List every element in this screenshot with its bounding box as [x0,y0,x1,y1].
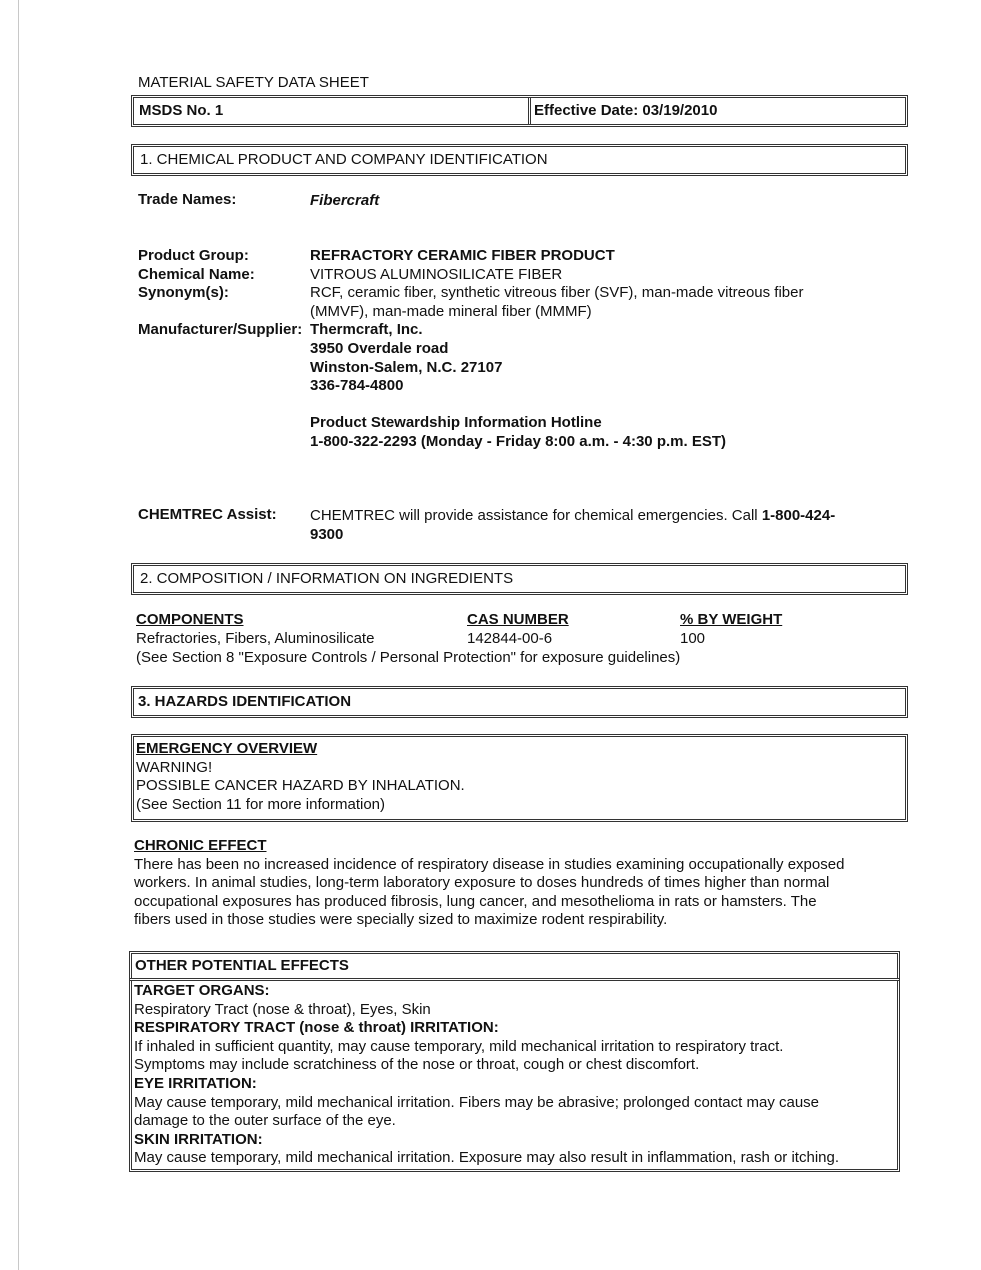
product-group-label: Product Group: [138,247,249,264]
weight-header: % BY WEIGHT [680,611,783,628]
components-header: COMPONENTS [136,611,244,628]
manufacturer-label: Manufacturer/Supplier: [138,321,303,339]
section2-heading-box [131,563,908,595]
other-effects-content [134,982,839,1168]
emergency-overview-title: EMERGENCY OVERVIEW [136,740,318,757]
header-divider [528,98,531,124]
synonyms-line1: RCF, ceramic fiber, synthetic vitreous fiber (SVF), man-made vitreous fiber [310,284,804,302]
chronic-effect-line2: workers. In animal studies, long-term laboratory exposure to doses hundreds of times higher than normal [134,874,830,892]
emergency-overview-box [131,734,908,822]
component-value: Refractories, Fibers, Aluminosilicate [136,630,375,647]
trade-names-label: Trade Names: [138,191,237,208]
section2-title: 2. COMPOSITION / INFORMATION ON INGREDIENTS [140,570,514,587]
eye-irritation-line1: May cause temporary, mild mechanical irritation. Fibers may be abrasive; prolonged contact may cause [134,1093,820,1111]
hotline-title: Product Stewardship Information Hotline [310,414,602,432]
chemtrec-text-block [310,507,835,544]
synonyms-line2: (MMVF), man-made mineral fiber (MMMF) [310,302,592,320]
skin-irritation-title: SKIN IRRITATION: [134,1130,263,1148]
effective-date: Effective Date: 03/19/2010 [534,102,718,119]
product-group-value: REFRACTORY CERAMIC FIBER PRODUCT [310,247,615,264]
chronic-effect-line3: occupational exposures has produced fibrosis, lung cancer, and mesothelioma in rats or hamsters. The [134,892,817,910]
chemtrec-phone-part2: 9300 [310,525,344,543]
header-box [131,95,908,127]
identification-labels [138,247,302,340]
emergency-cancer-hazard: POSSIBLE CANCER HAZARD BY INHALATION. [136,777,465,795]
manufacturer-address1: 3950 Overdale road [310,339,449,357]
eye-irritation-title: EYE IRRITATION: [134,1074,257,1092]
skin-irritation-line1: May cause temporary, mild mechanical irritation. Exposure may also result in inflammation, rash or itching. [134,1149,839,1167]
chemtrec-label: CHEMTREC Assist: [138,506,277,523]
respiratory-irritation-line1: If inhaled in sufficient quantity, may cause temporary, mild mechanical irritation to respiratory tract. [134,1037,784,1055]
manufacturer-phone: 336-784-4800 [310,377,404,395]
exposure-note: (See Section 8 "Exposure Controls / Personal Protection" for exposure guidelines) [136,649,681,666]
scan-edge-line [18,0,19,1270]
chronic-effect-line1: There has been no increased incidence of respiratory disease in studies examining occupationally exposed [134,855,845,873]
section3-title: 3. HAZARDS IDENTIFICATION [138,693,352,710]
chemical-name-value: VITROUS ALUMINOSILICATE FIBER [310,265,563,283]
section1-title: 1. CHEMICAL PRODUCT AND COMPANY IDENTIFICATION [140,151,548,168]
document-title: MATERIAL SAFETY DATA SHEET [138,74,369,91]
section1-heading-box [131,144,908,176]
chronic-effect-line4: fibers used in those studies were specially sized to maximize rodent respirability. [134,911,668,929]
other-effects-title: OTHER POTENTIAL EFFECTS [135,957,349,974]
chemtrec-phone-part1: 1-800-424- [761,507,836,524]
emergency-see-section: (See Section 11 for more information) [136,795,386,813]
identification-values [310,247,804,452]
target-organs-title: TARGET ORGANS: [134,982,270,999]
other-effects-body-box [129,978,900,1172]
chronic-effect-title: CHRONIC EFFECT [134,837,267,854]
respiratory-irritation-title: RESPIRATORY TRACT (nose & throat) IRRITATION: [134,1019,499,1037]
hotline-number: 1-800-322-2293 (Monday - Friday 8:00 a.m. - 4:30 p.m. EST) [310,432,726,450]
cas-number-value: 142844-00-6 [467,630,553,647]
emergency-overview-content [136,740,465,814]
chemtrec-text: CHEMTREC will provide assistance for chemical emergencies. Call [310,507,762,524]
target-organs-text: Respiratory Tract (nose & throat), Eyes, Skin [134,1000,431,1018]
chronic-effect-block [134,837,844,930]
cas-number-header: CAS NUMBER [467,611,569,628]
weight-value: 100 [680,630,706,647]
eye-irritation-line2: damage to the outer surface of the eye. [134,1112,396,1130]
msds-number: MSDS No. 1 [139,102,224,119]
respiratory-irritation-line2: Symptoms may include scratchiness of the nose or throat, cough or chest discomfort. [134,1056,700,1074]
section3-heading-box [131,686,908,718]
manufacturer-address2: Winston-Salem, N.C. 27107 [310,358,503,376]
other-effects-heading-box [129,951,900,981]
emergency-warning: WARNING! [136,758,213,776]
synonyms-label: Synonym(s): [138,284,229,302]
trade-names-value: Fibercraft [310,192,380,209]
chemical-name-label: Chemical Name: [138,265,255,283]
manufacturer-name: Thermcraft, Inc. [310,321,423,339]
